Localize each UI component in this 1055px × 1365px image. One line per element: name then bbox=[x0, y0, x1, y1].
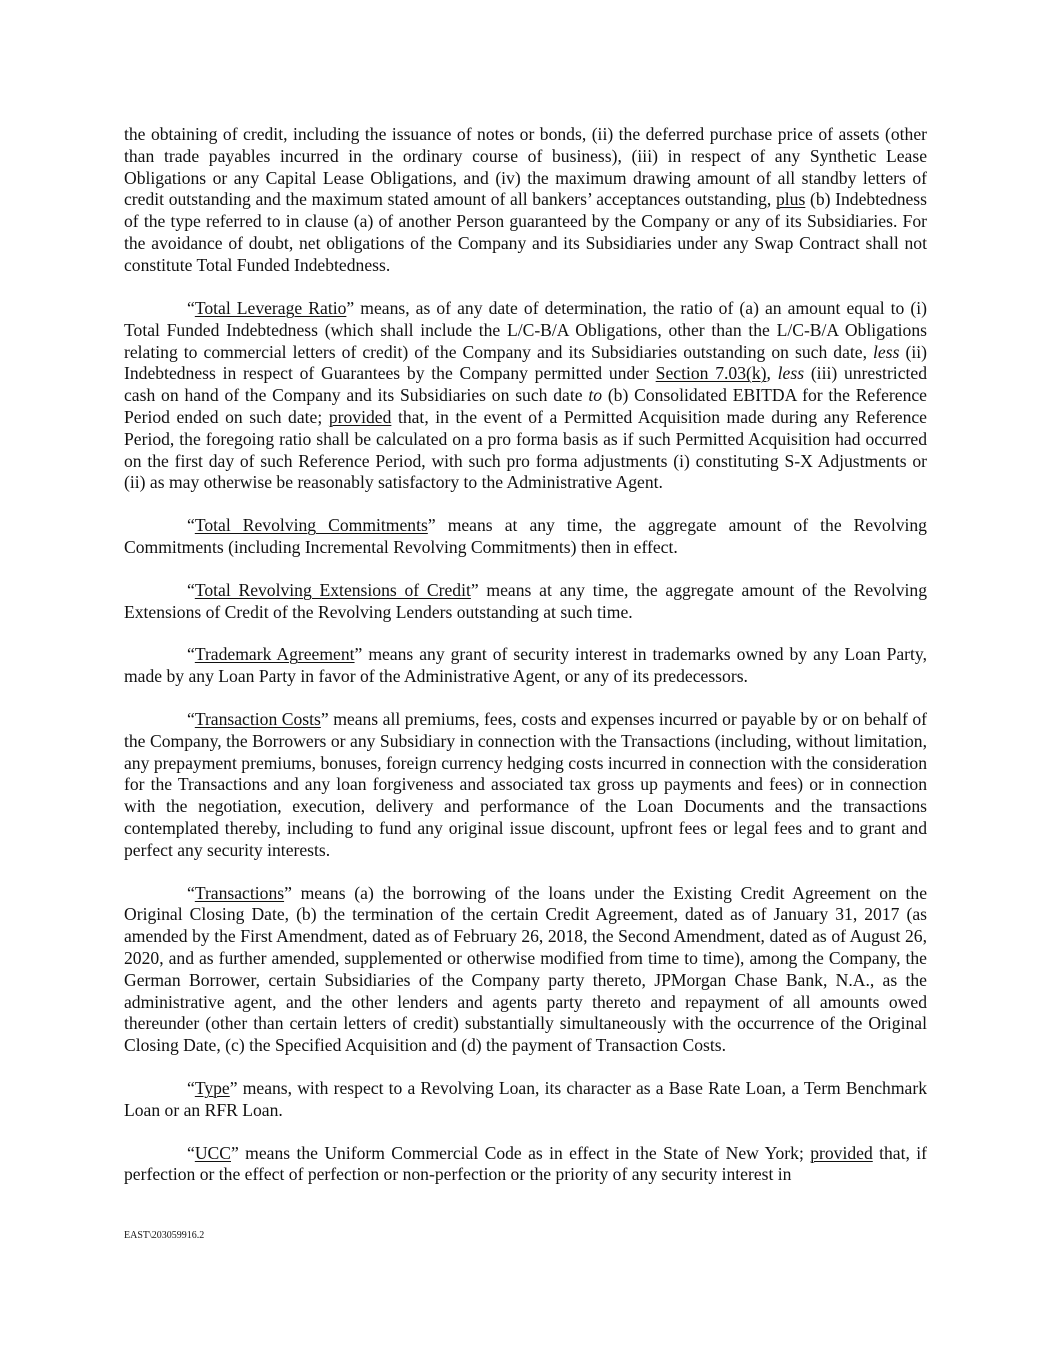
definition-type bbox=[124, 1078, 927, 1122]
defined-term: Total Revolving Commitments bbox=[194, 515, 428, 536]
text: ” means at any time, the aggregate amount of the Revolving Commitments (including Incremental Revolving Commitments) then in effect. bbox=[124, 515, 927, 558]
text: (iii) unrestricted cash on hand of the Company and its Subsidiaries on such date bbox=[124, 363, 927, 406]
open-quote: “ bbox=[187, 709, 195, 730]
paragraph-total-funded-indebtedness-continued bbox=[124, 124, 927, 277]
italic-text: less bbox=[873, 341, 900, 362]
text: ” means all premiums, fees, costs and expenses incurred or payable by or on behalf of the Company, the Borrowers or any Subsidiary in connection with the Transactions (including, without limitation, any prepayment premiums, bonuses, foreign currency hedging costs incurred in connection with the consideration for the Transactions and any loan forgiveness and associated tax gross up payments and fees) or in connection with the negotiation, execution, delivery and performance of the Loan Documents and the transactions contemplated thereby, including to fund any original issue discount, upfront fees or legal fees and to grant and perfect any security interests. bbox=[124, 709, 927, 860]
text: (b) Indebtedness of the type referred to in clause (a) of another Person guaranteed by the Company or any of its Subsidiaries. For the avoidance of doubt, net obligations of the Company and its Subsidiaries under any Swap Contract shall not constitute Total Funded Indebtedness. bbox=[124, 189, 927, 275]
text: that, in the event of a Permitted Acquisition made during any Reference Period, the foregoing ratio shall be calculated on a pro forma basis as if such Permitted Acquisition had occurred on the first day of such Reference Period, with such pro forma adjustments (i) constituting S-X Adjustments or (ii) as may otherwise be reasonably satisfactory to the Administrative Agent. bbox=[124, 407, 927, 493]
text: (b) Consolidated EBITDA for the Reference Period ended on such date; bbox=[124, 385, 927, 428]
text: the obtaining of credit, including the issuance of notes or bonds, (ii) the deferred purchase price of assets (other than trade payables incurred in the ordinary course of business), (iii) in respect of any Synthetic Lease Obligations or any Capital Lease Obligations, and (iv) the maximum drawing amount of all standby letters of credit outstanding and the maximum stated amount of all bankers’ acceptances outstanding, bbox=[124, 124, 927, 210]
defined-term: Total Revolving Extensions of Credit bbox=[194, 579, 471, 600]
document-page bbox=[124, 124, 927, 1186]
underlined-term: provided bbox=[810, 1142, 873, 1163]
italic-text: less bbox=[777, 363, 805, 384]
text: ” means, with respect to a Revolving Loan, its character as a Base Rate Loan, a Term Benchmark Loan or an RFR Loan. bbox=[124, 1077, 927, 1120]
defined-term: Transaction Costs bbox=[194, 709, 321, 730]
defined-term: Type bbox=[194, 1077, 230, 1098]
defined-term: Trademark Agreement bbox=[194, 644, 355, 665]
underlined-term: plus bbox=[775, 189, 806, 210]
document-id-footer: EAST\203059916.2 bbox=[124, 1230, 205, 1241]
text: , bbox=[766, 363, 778, 384]
text: ” means any grant of security interest in trademarks owned by any Loan Party, made by any Loan Party in favor of the Administrative Agent, or any of its predecessors. bbox=[124, 644, 927, 687]
open-quote: “ bbox=[187, 644, 195, 665]
text: ” means the Uniform Commercial Code as in effect in the State of New York; bbox=[231, 1142, 811, 1163]
open-quote: “ bbox=[187, 515, 195, 536]
open-quote: “ bbox=[187, 298, 195, 319]
underlined-term: provided bbox=[328, 407, 392, 428]
section-reference: Section 7.03(k) bbox=[655, 363, 767, 384]
definition-total-revolving-extensions-of-credit bbox=[124, 580, 927, 624]
text: ” means (a) the borrowing of the loans under the Existing Credit Agreement on the Original Closing Date, (b) the termination of the certain Credit Agreement, dated as of January 31, 2017 (as amended by the First Amendment, dated as of February 26, 2018, the Second Amendment, dated as of August 26, 2020, and as further amended, supplemented or otherwise modified from time to time), among the Company, the German Borrower, certain Subsidiaries of the Company party thereto, JPMorgan Chase Bank, N.A., as the administrative agent, and the other lenders and agents party thereto and repayment of all amounts owed thereunder (other than certain letters of credit) substantially simultaneously with the occurrence of the Original Closing Date, (c) the Specified Acquisition and (d) the payment of Transaction Costs. bbox=[124, 882, 927, 1056]
definition-trademark-agreement bbox=[124, 644, 927, 688]
defined-term: Total Leverage Ratio bbox=[194, 298, 347, 319]
italic-text: to bbox=[588, 385, 603, 406]
open-quote: “ bbox=[187, 882, 195, 903]
definition-total-revolving-commitments bbox=[124, 515, 927, 559]
definition-ucc bbox=[124, 1143, 927, 1187]
text: that, if perfection or the effect of perfection or non-perfection or the priority of any security interest in bbox=[124, 1142, 928, 1185]
text: (ii) Indebtedness in respect of Guarantees by the Company permitted under bbox=[124, 341, 927, 384]
definition-transaction-costs bbox=[124, 709, 927, 862]
text: ” means at any time, the aggregate amount of the Revolving Extensions of Credit of the Revolving Lenders outstanding at such time. bbox=[124, 579, 927, 622]
defined-term: UCC bbox=[194, 1142, 231, 1163]
open-quote: “ bbox=[187, 1077, 195, 1098]
definition-transactions bbox=[124, 883, 927, 1057]
text: ” means, as of any date of determination, the ratio of (a) an amount equal to (i) Total Funded Indebtedness (which shall include the L/C-B/A Obligations, other than the L/C-B/A Obligations relating to commercial letters of credit) of the Company and its Subsidiaries outstanding on such date, bbox=[124, 298, 927, 362]
open-quote: “ bbox=[187, 579, 195, 600]
definition-total-leverage-ratio bbox=[124, 298, 927, 494]
open-quote: “ bbox=[187, 1142, 195, 1163]
defined-term: Transactions bbox=[194, 882, 285, 903]
